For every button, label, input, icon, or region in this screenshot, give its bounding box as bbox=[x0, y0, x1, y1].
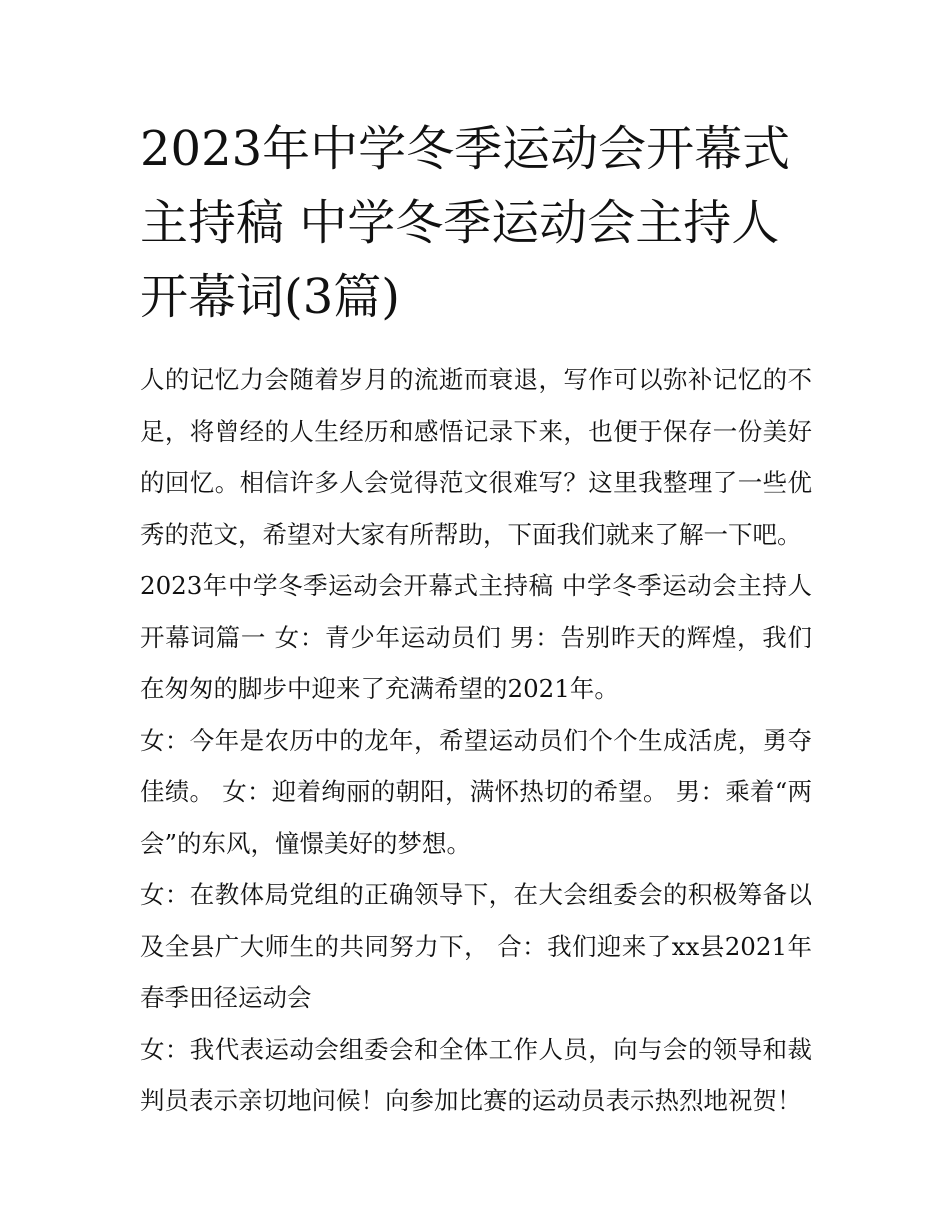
document-body bbox=[140, 354, 812, 1127]
paragraph-intro: 人的记忆力会随着岁月的流逝而衰退，写作可以弥补记忆的不足，将曾经的人生经历和感悟记录下来，也便于保存一份美好的回忆。相信许多人会觉得范文很难写？这里我整理了一些优秀的范文，希望对大家有所帮助，下面我们就来了解一下吧。 bbox=[140, 365, 812, 549]
paragraph-leadership: 女：在教体局党组的正确领导下，在大会组委会的积极筹备以及全县广大师生的共同努力下， 合：我们迎来了xx县2021年春季田径运动会 bbox=[140, 880, 812, 1012]
document-title: 2023年中学冬季运动会开幕式主持稿 中学冬季运动会主持人开幕词(3篇) bbox=[140, 121, 791, 325]
paragraph-dragon-year: 女：今年是农历中的龙年，希望运动员们个个生成活虎，勇夺佳绩。 女：迎着绚丽的朝阳，满怀热切的希望。 男：乘着“两会”的东风，憧憬美好的梦想。 bbox=[140, 725, 812, 858]
paragraph-opening: 2023年中学冬季运动会开幕式主持稿 中学冬季运动会主持人开幕词篇一 女：青少年运动员们 男：告别昨天的辉煌，我们在匆匆的脚步中迎来了充满希望的2021年。 bbox=[140, 571, 812, 703]
paragraph-greetings: 女：我代表运动会组委会和全体工作人员，向与会的领导和裁判员表示亲切地问候！向参加比赛的运动员表示热烈地祝贺！ bbox=[140, 1034, 812, 1115]
